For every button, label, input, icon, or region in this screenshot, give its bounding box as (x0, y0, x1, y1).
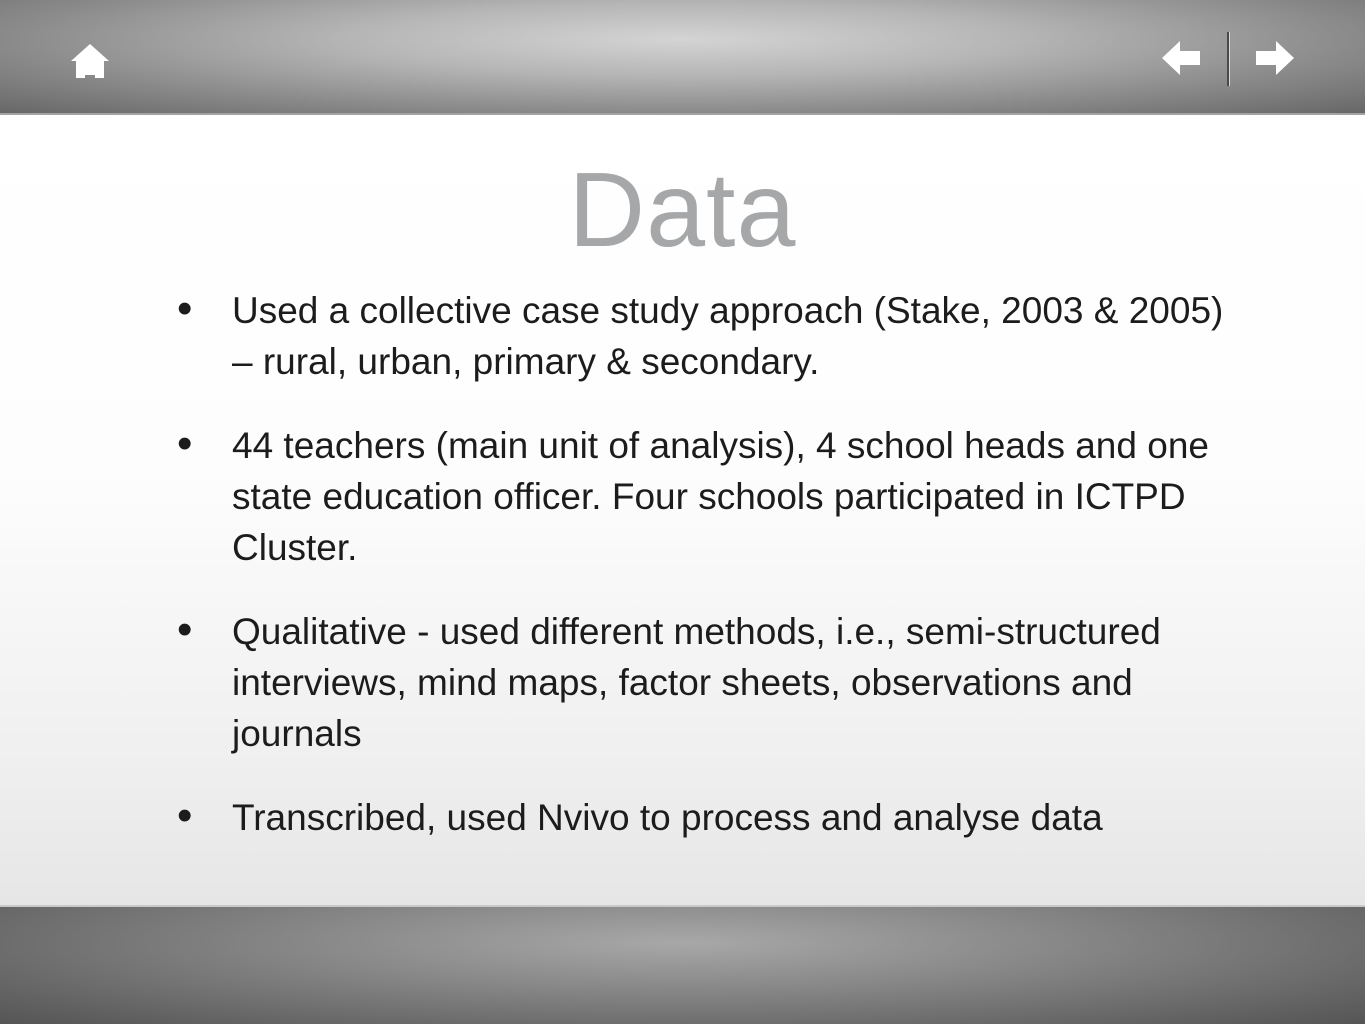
bullet-text: 44 teachers (main unit of analysis), 4 school heads and one state education officer. Four schools participated in ICTPD Cluster. (232, 425, 1209, 568)
slide-title: Data (568, 151, 797, 269)
arrow-left-icon[interactable] (1160, 39, 1202, 77)
arrow-right-icon[interactable] (1254, 39, 1296, 77)
bullet-item (175, 606, 1225, 759)
bullet-text: Transcribed, used Nvivo to process and analyse data (232, 797, 1103, 838)
bullet-item (175, 420, 1225, 573)
bullet-dot-icon: • (177, 791, 193, 840)
bullet-dot-icon: • (177, 419, 193, 468)
bullet-item (175, 285, 1225, 387)
bullet-list (175, 285, 1225, 876)
home-icon[interactable] (70, 42, 110, 80)
bullet-text: Qualitative - used different methods, i.e., semi-structured interviews, mind maps, factor sheets, observations and journals (232, 611, 1161, 754)
bullet-dot-icon: • (177, 284, 193, 333)
bullet-dot-icon: • (177, 605, 193, 654)
top-nav-bar (0, 0, 1365, 115)
nav-divider (1227, 32, 1229, 86)
bullet-text: Used a collective case study approach (Stake, 2003 & 2005) – rural, urban, primary & secondary. (232, 290, 1224, 382)
bullet-item (175, 792, 1225, 843)
bottom-bar (0, 905, 1365, 1024)
